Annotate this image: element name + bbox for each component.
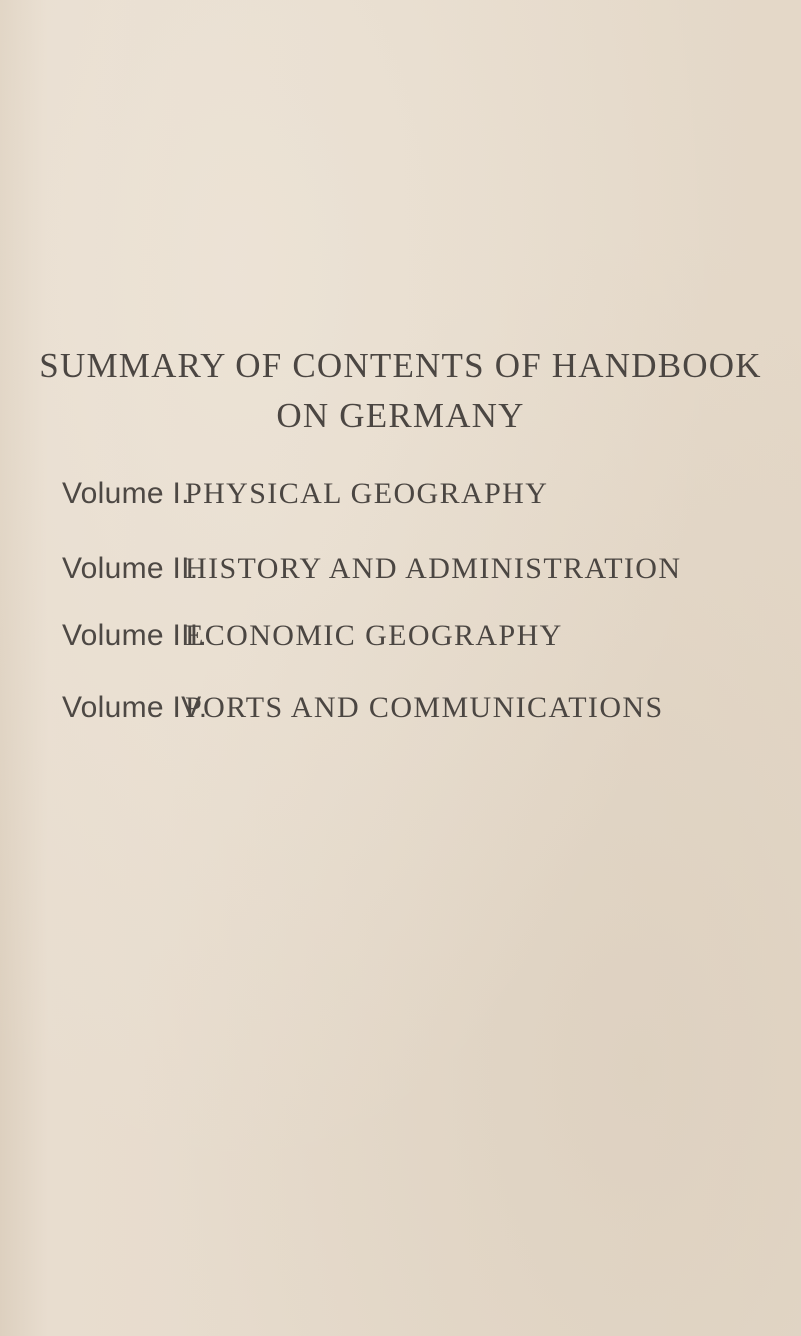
volume-label: Volume I. — [62, 477, 190, 510]
volume-title: PHYSICAL GEOGRAPHY — [185, 477, 549, 510]
page-title-line-2: ON GERMANY — [276, 396, 525, 435]
volume-label: Volume III. — [62, 619, 208, 652]
volume-label: Volume II. — [62, 552, 199, 585]
page-title-line-1: SUMMARY OF CONTENTS OF HANDBOOK — [39, 346, 762, 385]
volume-title: HISTORY AND ADMINISTRATION — [185, 552, 682, 585]
volume-title: ECONOMIC GEOGRAPHY — [185, 619, 563, 652]
volume-title: PORTS AND COMMUNICATIONS — [185, 691, 664, 724]
volume-label: Volume IV. — [62, 691, 208, 724]
